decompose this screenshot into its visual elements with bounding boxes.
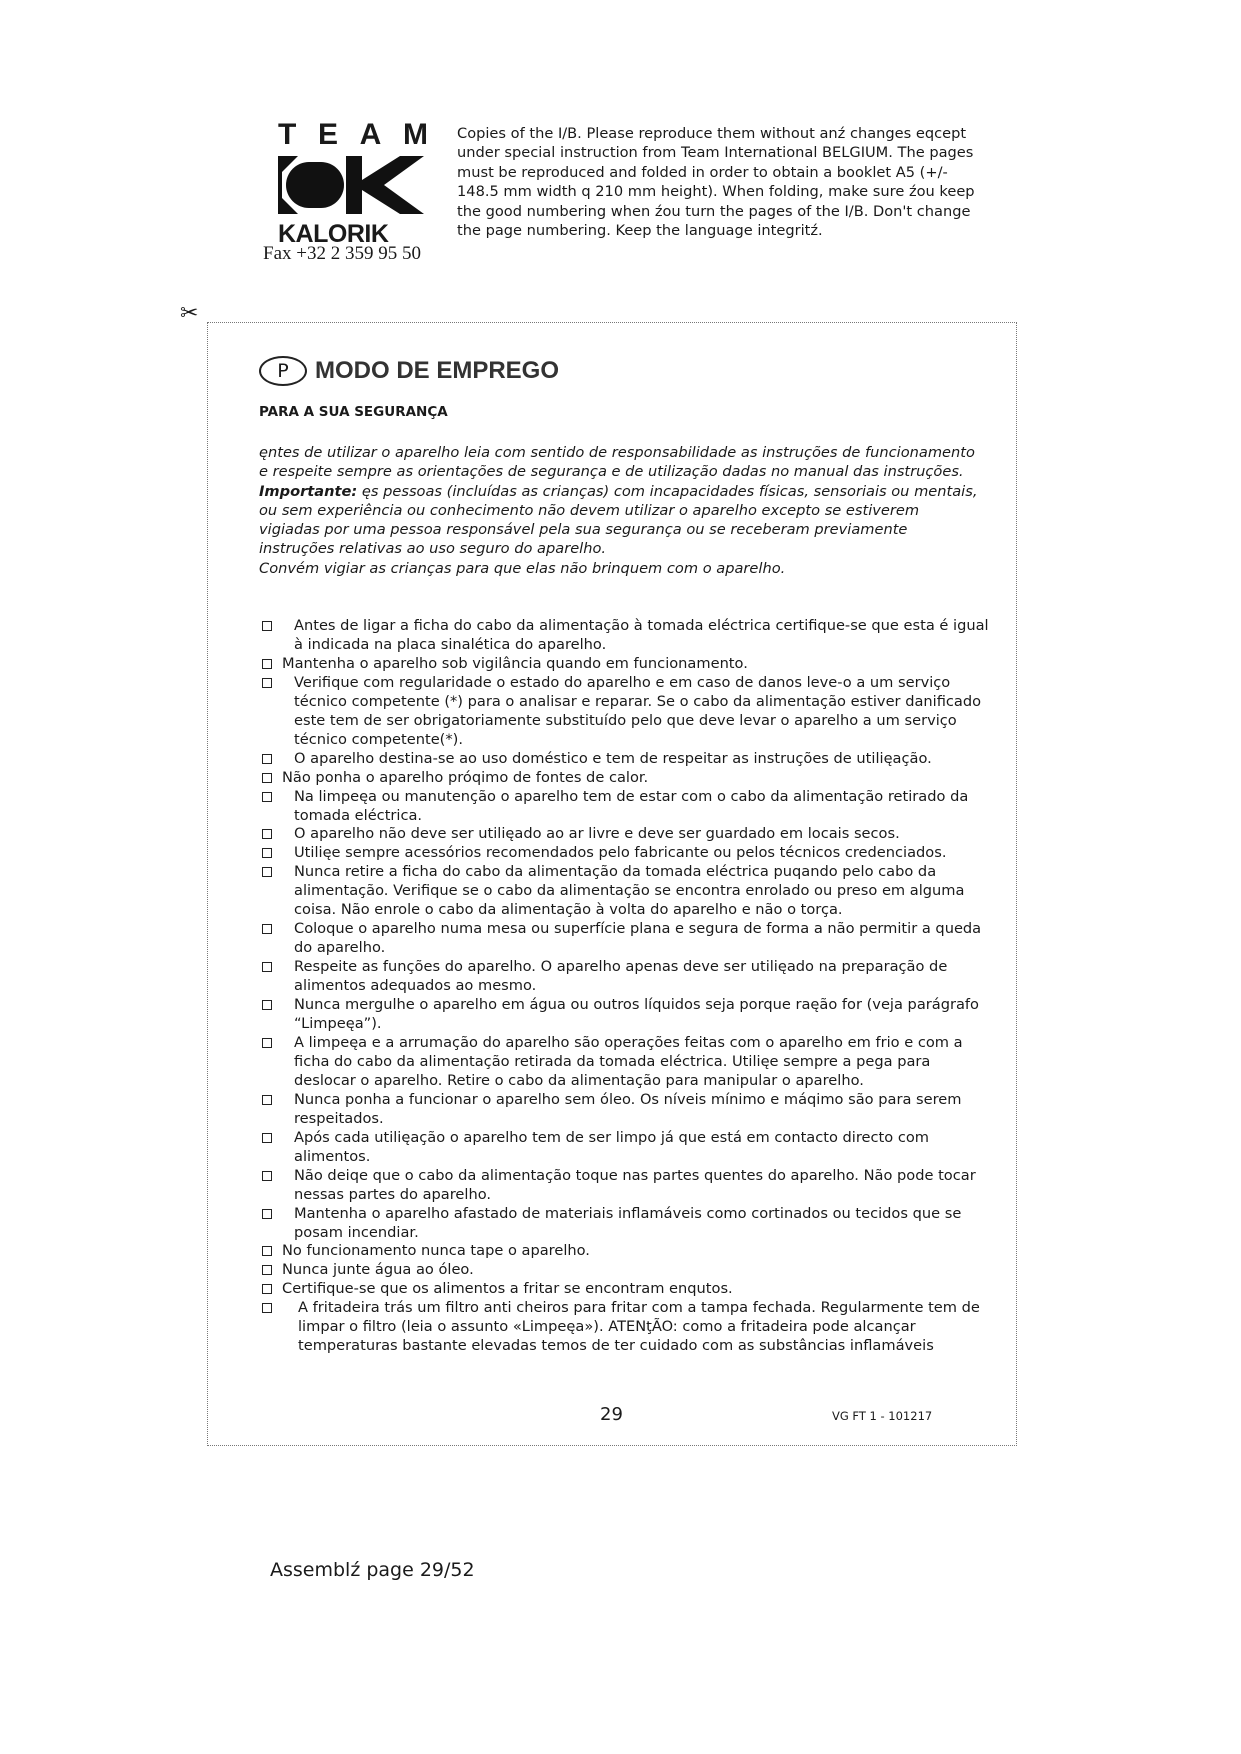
important-text: ęs pessoas (incluídas as crianças) com incapacidades físicas, sensoriais ou mentais, ou sem experiência ou conhecimento não devem utilizar o aparelho excepto se estiverem vigiadas por uma pessoa responsável pela sua segurança ou se receberam previamente instruções relativas ao uso seguro do aparelho.	[259, 482, 978, 558]
list-item: Antes de ligar a ficha do cabo da alimentação à tomada eléctrica certifique-se que esta é igual à indicada na placa sinalética do aparelho.	[259, 617, 994, 655]
checkbox-icon	[262, 659, 272, 669]
checkbox-icon	[262, 1209, 272, 1219]
checkbox-icon	[262, 1265, 272, 1275]
list-item: O aparelho não deve ser utilięado ao ar livre e deve ser guardado em locais secos.	[259, 825, 994, 844]
logo-letter: M	[402, 118, 430, 151]
logo-letter: E	[317, 118, 340, 151]
list-item: Após cada utilięação o aparelho tem de ser limpo já que está em contacto directo com alimentos.	[259, 1129, 994, 1167]
safety-list	[259, 617, 994, 1356]
list-item: Na limpeęa ou manutenção o aparelho tem de estar com o cabo da alimentação retirado da tomada eléctrica.	[259, 788, 994, 826]
kalorik-k-icon	[278, 156, 424, 214]
list-item: Utilięe sempre acessórios recomendados pelo fabricante ou pelos técnicos credenciados.	[259, 844, 994, 863]
fax-number: Fax +32 2 359 95 50	[263, 243, 421, 264]
checkbox-icon	[262, 1095, 272, 1105]
list-item: Nunca ponha a funcionar o aparelho sem óleo. Os níveis mínimo e máqimo são para serem respeitados.	[259, 1091, 994, 1129]
list-item: A fritadeira trás um filtro anti cheiros para fritar com a tampa fechada. Regularmente tem de limpar o filtro (leia o assunto «Limpeęa»). ATENţÃO: como a fritadeira pode alcançar temperaturas bastante elevadas temos de ter cuidado com as substâncias inflamáveis	[259, 1299, 994, 1356]
list-item: Não ponha o aparelho próqimo de fontes de calor.	[259, 769, 994, 788]
list-item: Respeite as funções do aparelho. O aparelho apenas deve ser utilięado na preparação de alimentos adequados ao mesmo.	[259, 958, 994, 996]
list-item: Não deiqe que o cabo da alimentação toque nas partes quentes do aparelho. Não pode tocar nessas partes do aparelho.	[259, 1167, 994, 1205]
checkbox-icon	[262, 792, 272, 802]
assembly-page-label: Assemblź page 29/52	[270, 1559, 475, 1581]
checkbox-icon	[262, 848, 272, 858]
checkbox-icon	[262, 1000, 272, 1010]
checkbox-icon	[262, 754, 272, 764]
list-item: No funcionamento nunca tape o aparelho.	[259, 1242, 994, 1261]
list-item: Nunca mergulhe o aparelho em água ou outros líquidos seja porque raęão for (veja parágrafo “Limpeęa”).	[259, 996, 994, 1034]
page-number: 29	[600, 1404, 623, 1425]
checkbox-icon	[262, 1133, 272, 1143]
intro-important	[259, 482, 983, 559]
intro-paragraph: ęntes de utilizar o aparelho leia com sentido de responsabilidade as instruções de funcionamento e respeite sempre as orientações de segurança e de utilização dadas no manual das instruções.	[259, 444, 975, 481]
checkbox-icon	[262, 962, 272, 972]
language-badge: P	[259, 356, 307, 386]
list-item: Mantenha o aparelho sob vigilância quando em funcionamento.	[259, 655, 994, 674]
checkbox-icon	[262, 924, 272, 934]
checkbox-icon	[262, 773, 272, 783]
page-title: MODO DE EMPREGO	[315, 357, 560, 384]
checkbox-icon	[262, 621, 272, 631]
checkbox-icon	[262, 829, 272, 839]
intro-paragraph: Convém vigiar as crianças para que elas não brinquem com o aparelho.	[259, 559, 786, 577]
logo-letter: T	[278, 118, 299, 151]
scissors-icon: ✂	[180, 301, 199, 326]
checkbox-icon	[262, 1284, 272, 1294]
important-label: Importante:	[259, 482, 358, 500]
list-item: Verifique com regularidade o estado do aparelho e em caso de danos leve-o a um serviço técnico competente (*) para o analisar e reparar. Se o cabo da alimentação estiver danificado este tem de ser obrigatoriamente substituído pelo que deve levar o aparelho a um serviço técnico competente(*).	[259, 674, 994, 750]
list-item: Nunca junte água ao óleo.	[259, 1261, 994, 1280]
checkbox-icon	[262, 867, 272, 877]
safety-intro	[259, 443, 983, 578]
logo-letter: A	[359, 118, 384, 151]
checkbox-icon	[262, 1303, 272, 1313]
team-kalorik-logo	[278, 120, 428, 248]
checkbox-icon	[262, 1038, 272, 1048]
logo-team-text	[278, 120, 430, 150]
list-item: Certifique-se que os alimentos a fritar se encontram enqutos.	[259, 1280, 994, 1299]
document-reference: VG FT 1 - 101217	[832, 1409, 933, 1423]
logo-brand-text: KALORIK	[278, 220, 389, 248]
list-item: O aparelho destina-se ao uso doméstico e tem de respeitar as instruções de utilięação.	[259, 750, 994, 769]
section-title: PARA A SUA SEGURANÇA	[259, 404, 448, 420]
checkbox-icon	[262, 678, 272, 688]
list-item: A limpeęa e a arrumação do aparelho são operações feitas com o aparelho em frio e com a ficha do cabo da alimentação retirada da tomada eléctrica. Utilięe sempre a pega para deslocar o aparelho. Retire o cabo da alimentação para manipular o aparelho.	[259, 1034, 994, 1091]
reproduction-instructions: Copies of the I/B. Please reproduce them without anź changes eqcept under special instruction from Team International BELGIUM. The pages must be reproduced and folded in order to obtain a booklet A5 (+/- 148.5 mm width q 210 mm height). When folding, make sure źou keep the good numbering when źou turn the pages of the I/B. Don't change the page numbering. Keep the language integritź.	[457, 125, 975, 240]
list-item: Coloque o aparelho numa mesa ou superfície plana e segura de forma a não permitir a queda do aparelho.	[259, 920, 994, 958]
checkbox-icon	[262, 1171, 272, 1181]
manual-heading	[259, 356, 559, 386]
list-item: Mantenha o aparelho afastado de materiais inflamáveis como cortinados ou tecidos que se posam incendiar.	[259, 1205, 994, 1243]
list-item: Nunca retire a ficha do cabo da alimentação da tomada eléctrica puqando pelo cabo da alimentação. Verifique se o cabo da alimentação se encontra enrolado ou preso em alguma coisa. Não enrole o cabo da alimentação à volta do aparelho e não o torça.	[259, 863, 994, 920]
checkbox-icon	[262, 1246, 272, 1256]
